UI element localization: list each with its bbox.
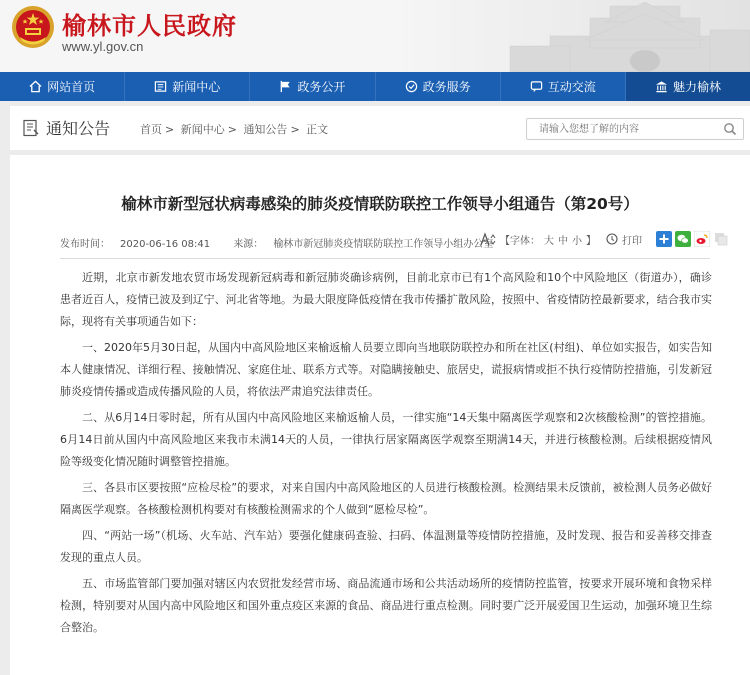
breadcrumb-home[interactable]: 首页 [140,123,162,136]
font-small-button[interactable]: 小 [572,235,582,247]
nav-item-home[interactable] [0,72,125,101]
home-icon [29,80,42,93]
divider [60,258,710,259]
site-title[interactable]: 榆林市人民政府 [62,11,237,40]
site-header [0,0,750,72]
section-title-label: 通知公告 [46,119,111,138]
nav-item-label: 网站首页 [47,80,96,94]
nav-item-label: 互动交流 [547,80,596,94]
flag-icon [279,80,292,93]
breadcrumb-separator: > [290,123,300,136]
landmark-icon [655,80,668,93]
breadcrumb-current: 正文 [306,123,329,136]
main-nav [0,72,750,101]
font-large-button[interactable]: 大 [544,235,554,247]
font-size-icon [480,232,496,246]
newspaper-icon [154,80,167,93]
font-label: 【字体： [500,235,540,247]
article [10,155,750,675]
nav-item-gov-services[interactable] [376,72,501,101]
article-paragraph: 三、各县市区要按照“应检尽检”的要求，对来自国内中高风险地区的人员进行核酸检测。检测结果未反馈前，被检测人员务必做好隔离医学观察。各核酸检测机构要对有核酸检测需求的个人做到“愿检尽检”。 [60,481,712,517]
breadcrumb-notices[interactable]: 通知公告 [243,123,288,136]
wechat-icon[interactable] [675,231,691,247]
search-box [526,118,744,140]
nav-item-news[interactable] [125,72,250,101]
chat-icon [530,80,543,93]
publish-label: 发布时间： [60,239,110,250]
breadcrumb-separator: > [165,123,175,136]
article-paragraph: 四、“两站一场”（机场、火车站、汽车站）要强化健康码查验、扫码、体温测量等疫情防控措施，及时发现、报告和妥善移交排查发现的重点人员。 [60,528,712,564]
nav-item-gov-affairs[interactable] [250,72,375,101]
nav-item-label: 魅力榆林 [672,80,721,94]
article-title: 榆林市新型冠状病毒感染的肺炎疫情联防联控工作领导小组通告（第20号） [121,195,639,213]
article-paragraph: 近期，北京市新发地农贸市场发现新冠病毒和新冠肺炎确诊病例，目前北京市已有1个高风险和10个中风险地区（街道办），确诊患者近百人，疫情已波及到辽宁、河北省等地。为最大限度降低疫情在我市传播扩散风险，按照中、省疫情防控最新要求，结合我市实际，现将有关事项通告如下： [60,271,712,329]
site-url: www.yl.gov.cn [62,39,144,54]
nav-item-label: 政务公开 [297,80,346,94]
breadcrumb [140,121,331,137]
article-body [60,267,712,643]
article-paragraph: 一、2020年5月30日起，从国内中高风险地区来榆返榆人员要立即向当地联防联控办和所在社区(村组)、单位如实报告，如实告知本人健康情况、详细行程、接触情况、家庭住址、联系方式等。对隐瞒接触史、旅居史，谎报病情或拒不执行疫情防控措施，引发新冠肺炎疫情传播或造成传播风险的人员，将依法严肃追究法律责任。 [60,341,712,399]
breadcrumb-separator: > [227,123,237,136]
article-meta [60,235,513,250]
source-label: 来源： [233,239,264,250]
breadcrumb-news[interactable]: 新闻中心 [180,123,225,136]
article-paragraph: 二、从6月14日零时起，所有从国内中高风险地区来榆返榆人员，一律实施“14天集中隔离医学观察和2次核酸检测”的管控措施。6月14日前从国内中高风险地区来我市未满14天的人员，一律执行居家隔离医学观察至期满14天，并进行核酸检测。后续根据疫情风险等级变化情况随时调整管控措施。 [60,411,712,469]
source-value: 榆林市新冠肺炎疫情联防联控工作领导小组办公室 [273,239,494,250]
nav-item-charm-yulin[interactable] [626,72,750,101]
service-icon [405,80,418,93]
city-wall-illustration [410,0,750,72]
search-icon[interactable] [723,122,737,136]
share-more-icon[interactable] [713,231,729,247]
weibo-icon[interactable] [694,231,710,247]
nav-item-label: 新闻中心 [172,80,221,94]
share-plus-icon[interactable] [656,231,672,247]
national-emblem-icon [10,4,56,50]
article-tools [480,231,729,247]
document-icon [22,119,40,137]
font-label-close: 】 [586,235,596,247]
publish-time: 2020-06-16 08:41 [120,239,211,250]
print-button[interactable]: 打印 [622,235,642,247]
share-icons [656,231,729,247]
search-input[interactable] [537,121,716,138]
print-icon[interactable] [606,233,618,245]
nav-item-interaction[interactable] [501,72,626,101]
nav-item-label: 政务服务 [422,80,471,94]
article-paragraph: 五、市场监管部门要加强对辖区内农贸批发经营市场、商品流通市场和公共活动场所的疫情防控监管，按要求开展环境和食物采样检测，特别要对从国内高中风险地区和国外重点疫区来源的食品、商品进行重点检测。同时要广泛开展爱国卫生运动，加强环境卫生综合整治。 [60,576,712,634]
font-medium-button[interactable]: 中 [558,235,568,247]
section-title [22,116,110,139]
breadcrumb-bar [10,106,750,150]
